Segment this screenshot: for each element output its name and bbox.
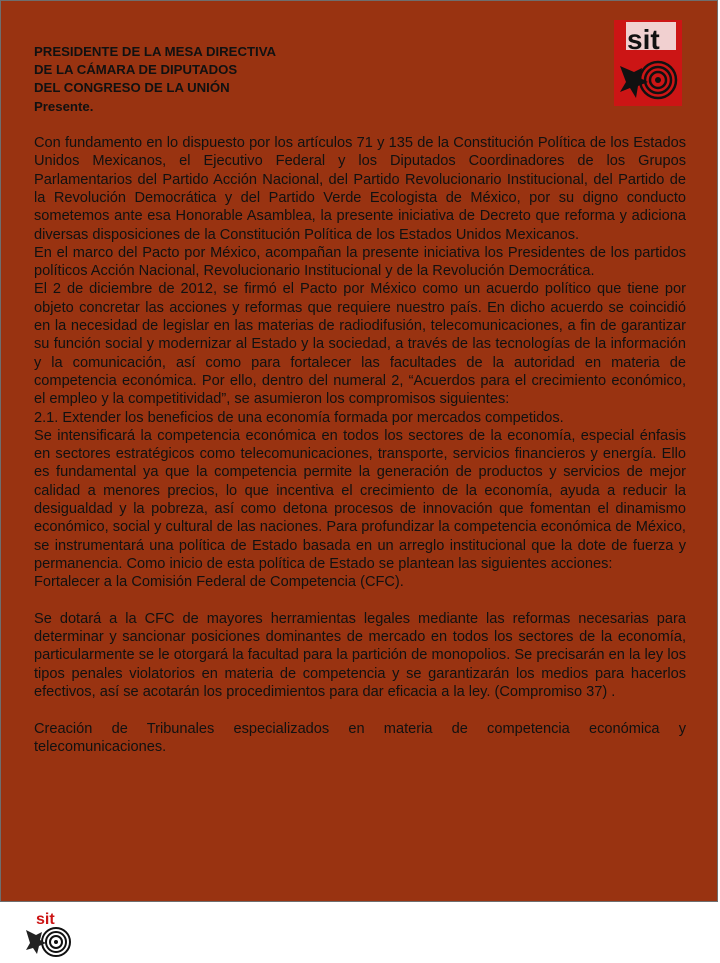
paragraph-1: Con fundamento en lo dispuesto por los artículos 71 y 135 de la Constitución Política de los Estados Unidos Mexicanos, el Ejecutivo Federal y los Diputados Coordinadores de los Grupos Parlamentarios del Partido Acción Nacional, del Partido Revolucionario Institucional, del Partido de la Revolución Democrática y del Partido Verde Ecologista de México, por su digno conducto sometemos ante esa Honorable Asamblea, la presente iniciativa de Decreto que reforma y adiciona diversas disposiciones de la Constitución Política de los Estados Unidos Mexicanos. <box>34 135 686 243</box>
sit-logo-small <box>22 908 76 958</box>
header-line-3: DEL CONGRESO DE LA UNIÓN <box>34 80 230 96</box>
bullet-cfc: Fortalecer a la Comisión Federal de Competencia (CFC). <box>34 574 404 591</box>
spacer <box>34 116 686 134</box>
header-line-1: PRESIDENTE DE LA MESA DIRECTIVA <box>34 44 277 59</box>
spacer <box>34 701 686 719</box>
paragraph-2: En el marco del Pacto por México, acompañan la presente iniciativa los Presidentes de los partidos políticos Acción Nacional, Revolucionario Institucional y de la Revolución Democrática. <box>34 244 686 280</box>
svg-text:sit: sit <box>627 24 660 55</box>
document-text <box>34 43 686 756</box>
paragraph-5: Se intensificará la competencia económica en todos los sectores de la economía, especial énfasis en sectores estratégicos como telecomunicaciones, transporte, servicios financieros y energía. Ello es fundamental ya que la competencia permite la generación de productos y servicios de mejor calidad a menores precios, lo que incentiva el crecimiento de la economía, ayuda a reducir la desigualdad y la pobreza, así como detona procesos de innovación que fomentan el dinamismo económico, social y cultural de las naciones. Para profundizar la competencia económica de México, se instrumentará una política de Estado basada en un arreglo institucional que la dote de fuerza y permanencia. Como inicio de esta política de Estado se plantean las siguientes acciones: <box>34 427 686 572</box>
paragraph-7: Se dotará a la CFC de mayores herramientas legales mediante las reformas necesarias para determinar y sancionar posiciones dominantes de mercado en todos los sectores de la economía, particularmente se le otorgará la facultad para la partición de monopolios. Se precisarán en la ley los tipos penales violatorios en materia de competencia y se garantizarán los medios para hacerlos efectivos, así se acotarán los procedimientos para dar eficacia a la ley. (Compromiso 37) . <box>34 610 686 701</box>
paragraph-4: 2.1. Extender los beneficios de una economía formada por mercados competidos. <box>34 409 564 426</box>
eagle-spiral-logo-small-icon <box>22 908 76 958</box>
svg-text:sit: sit <box>36 911 55 928</box>
spacer <box>34 592 686 610</box>
bullet-tribunales: Creación de Tribunales especializados en materia de competencia económica y telecomunicaciones. <box>34 720 686 755</box>
header-line-2: DE LA CÁMARA DE DIPUTADOS <box>34 62 238 78</box>
header-line-4: Presente. <box>34 98 94 114</box>
paragraph-3: El 2 de diciembre de 2012, se firmó el Pacto por México como un acuerdo político que tiene por objeto concretar las acciones y reformas que requiere nuestro país. En dicho acuerdo se coincidió en la necesidad de legislar en las materias de radiodifusión, telecomunicaciones, a fin de garantizar su función social y modernizar al Estado y la sociedad, a través de las tecnologías de la información y la comunicación, así como para fortalecer las facultades de la autoridad en materia de competencia económica. Por ello, dentro del numeral 2, “Acuerdos para el crecimiento económico, el empleo y la competitividad”, se asumieron los compromisos siguientes: <box>34 281 686 408</box>
